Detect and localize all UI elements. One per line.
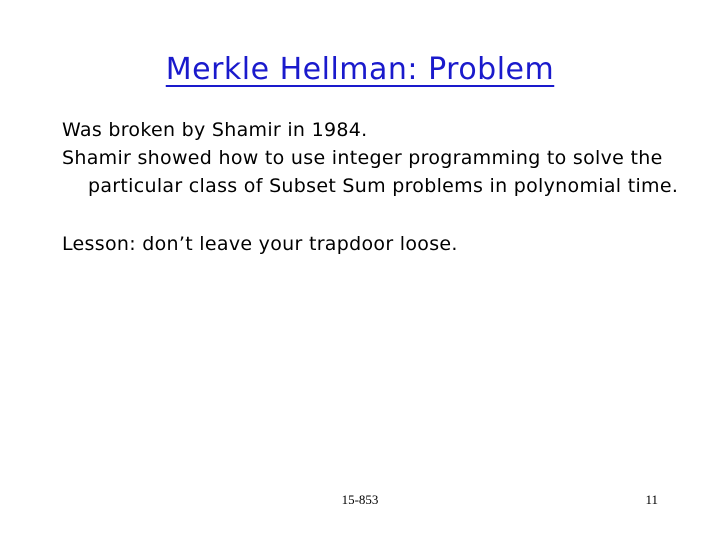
slide-title: Merkle Hellman: Problem (165, 52, 555, 87)
paragraph-integer-programming: Shamir showed how to use integer programming to solve the particular class of Subset Sum problems in polynomial time. (62, 147, 679, 197)
paragraph-broken-by-shamir: Was broken by Shamir in 1984. (62, 119, 368, 141)
slide-body (62, 116, 682, 258)
paragraph-lesson: Lesson: don’t leave your trapdoor loose. (62, 233, 458, 255)
footer-course-number: 15-853 (341, 492, 379, 507)
page-number: 11 (645, 492, 658, 507)
